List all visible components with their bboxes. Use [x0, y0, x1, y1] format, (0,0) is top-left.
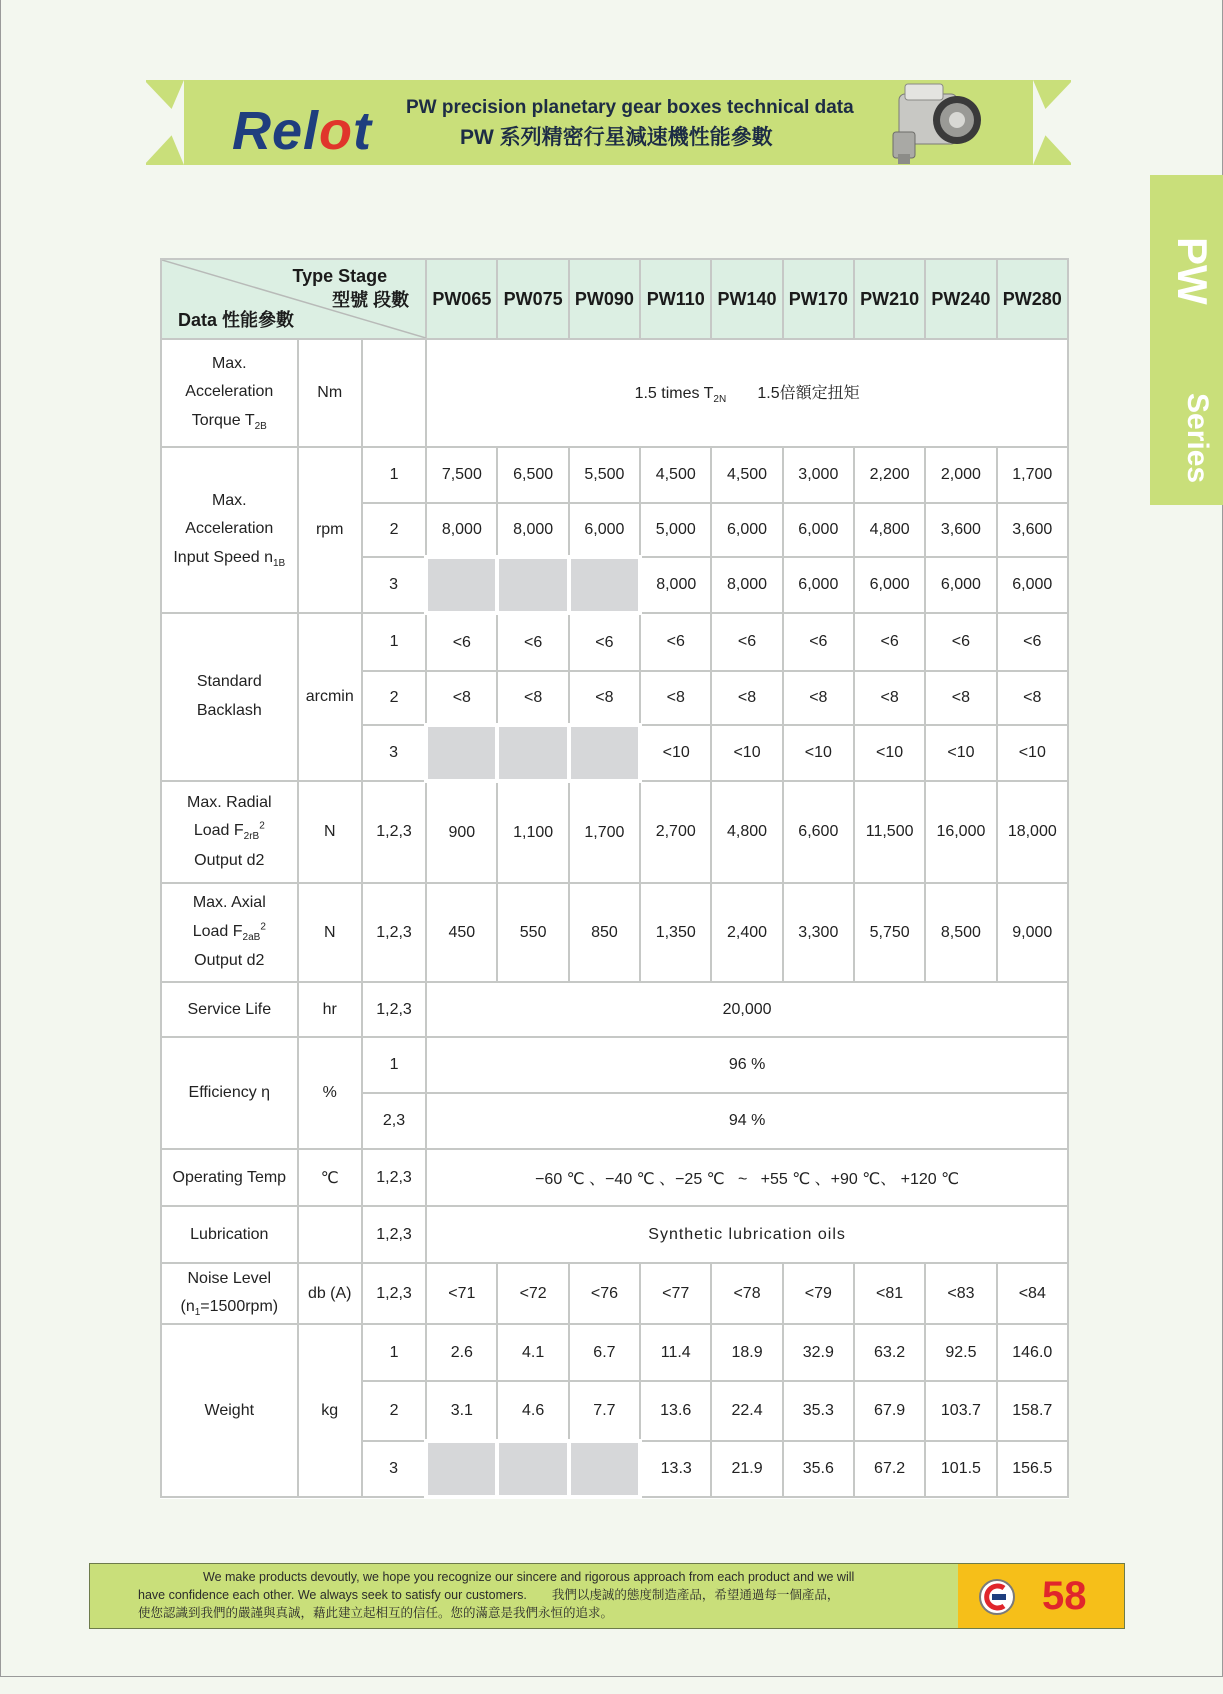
value-cell: <10 — [997, 725, 1068, 781]
empty-cell — [569, 1441, 640, 1497]
value-cell: <8 — [783, 671, 854, 725]
service-life-value: 20,000 — [426, 982, 1068, 1037]
param-text: Acceleration — [185, 520, 274, 538]
stage-cell: 1,2,3 — [362, 1206, 426, 1263]
table-row-operating-temp — [161, 1149, 1068, 1206]
value-cell: 6,000 — [783, 503, 854, 557]
value-cell: <6 — [426, 613, 497, 671]
param-text: Max. Radial — [187, 793, 272, 811]
value-cell: 4,500 — [640, 447, 711, 503]
value-cell: 4.6 — [497, 1381, 568, 1441]
param-superscript: 2 — [259, 821, 265, 833]
model-header: PW140 — [711, 259, 782, 339]
empty-cell — [426, 1441, 497, 1497]
value-cell: <72 — [497, 1263, 568, 1324]
efficiency-value: 96 % — [426, 1037, 1068, 1093]
footer-text — [138, 1568, 998, 1622]
value-cell: 1,350 — [640, 883, 711, 982]
value-cell: 146.0 — [997, 1324, 1068, 1381]
value-cell: <8 — [640, 671, 711, 725]
value-cell: 4,800 — [711, 781, 782, 883]
param-name-lubrication: Lubrication — [161, 1206, 298, 1263]
value-cell: <8 — [925, 671, 996, 725]
torque-value-zh: 1.5倍額定扭矩 — [757, 385, 860, 403]
param-text: Torque T — [191, 412, 255, 430]
value-cell: <10 — [711, 725, 782, 781]
stage-cell — [362, 339, 426, 447]
value-cell: 16,000 — [925, 781, 996, 883]
value-cell: 4.1 — [497, 1324, 568, 1381]
value-cell: 450 — [426, 883, 497, 982]
param-text: Output d2 — [194, 952, 265, 970]
value-cell: 2,400 — [711, 883, 782, 982]
unit-cell: kg — [298, 1324, 362, 1497]
value-cell: 13.3 — [640, 1441, 711, 1497]
banner-title-zh: PW 系列精密行星減速機性能參數 — [460, 126, 773, 149]
value-cell: 3,300 — [783, 883, 854, 982]
value-cell: 2.6 — [426, 1324, 497, 1381]
table-header-row — [161, 259, 1068, 339]
value-cell: 4,800 — [854, 503, 925, 557]
value-cell: <84 — [997, 1263, 1068, 1324]
stage-cell: 1,2,3 — [362, 1149, 426, 1206]
value-cell: <76 — [569, 1263, 640, 1324]
side-tab-pw: PW — [1169, 237, 1216, 305]
value-cell: <6 — [997, 613, 1068, 671]
lubrication-value: Synthetic lubrication oils — [426, 1206, 1068, 1263]
table-row-speed — [161, 447, 1068, 503]
value-cell: 11,500 — [854, 781, 925, 883]
value-cell: 5,750 — [854, 883, 925, 982]
value-cell: <79 — [783, 1263, 854, 1324]
unit-cell: % — [298, 1037, 362, 1149]
param-text: Backlash — [196, 702, 262, 719]
value-cell: 6,000 — [569, 503, 640, 557]
page-number-box — [958, 1564, 1124, 1628]
value-cell: <6 — [711, 613, 782, 671]
empty-cell — [569, 557, 640, 613]
value-cell: <6 — [640, 613, 711, 671]
stage-cell: 1,2,3 — [362, 781, 426, 883]
stage-cell: 2 — [362, 671, 426, 725]
value-cell: 21.9 — [711, 1441, 782, 1497]
value-cell: 8,000 — [497, 503, 568, 557]
value-cell: 6,000 — [854, 557, 925, 613]
param-text: (n — [180, 1298, 195, 1316]
param-text: Standard — [196, 673, 262, 691]
param-text: Input Speed n — [173, 549, 273, 567]
value-cell: 8,000 — [426, 503, 497, 557]
param-name-operating-temp: Operating Temp — [161, 1149, 298, 1206]
value-cell: <10 — [854, 725, 925, 781]
value-cell: 6,000 — [925, 557, 996, 613]
company-logo-icon — [978, 1578, 1016, 1616]
param-subscript: 2aB — [242, 932, 261, 944]
torque-value-subscript: 2N — [713, 394, 727, 406]
value-cell: 7.7 — [569, 1381, 640, 1441]
stage-cell: 3 — [362, 1441, 426, 1497]
gearbox-image — [885, 76, 985, 166]
param-name-efficiency: Efficiency η — [161, 1037, 298, 1149]
table-corner-cell — [161, 259, 426, 339]
model-header: PW065 — [426, 259, 497, 339]
table-row-backlash — [161, 613, 1068, 671]
corner-type-stage-en: Type Stage — [292, 266, 388, 286]
param-name-speed — [161, 447, 298, 613]
param-text: =1500rpm) — [200, 1298, 279, 1316]
spec-table — [160, 258, 1069, 1499]
corner-data-label: Data 性能參數 — [178, 310, 295, 330]
value-cell: 7,500 — [426, 447, 497, 503]
value-cell: 3.1 — [426, 1381, 497, 1441]
model-header: PW240 — [925, 259, 996, 339]
value-cell: 6,600 — [783, 781, 854, 883]
param-text: Max. — [211, 491, 247, 509]
table-row-weight — [161, 1324, 1068, 1381]
param-text: Output d2 — [194, 851, 265, 869]
unit-cell: N — [298, 883, 362, 982]
value-cell: 18,000 — [997, 781, 1068, 883]
stage-cell: 3 — [362, 725, 426, 781]
value-cell: <6 — [925, 613, 996, 671]
value-cell: <71 — [426, 1263, 497, 1324]
stage-cell: 1,2,3 — [362, 883, 426, 982]
stage-cell: 2 — [362, 1381, 426, 1441]
model-header: PW170 — [783, 259, 854, 339]
value-cell: 18.9 — [711, 1324, 782, 1381]
stage-cell: 2 — [362, 503, 426, 557]
value-cell: 8,000 — [711, 557, 782, 613]
value-cell: 6.7 — [569, 1324, 640, 1381]
value-cell: 6,000 — [783, 557, 854, 613]
stage-cell: 1 — [362, 1324, 426, 1381]
value-cell: <6 — [854, 613, 925, 671]
stage-cell: 1 — [362, 1037, 426, 1093]
param-superscript: 2 — [260, 921, 266, 933]
empty-cell — [497, 1441, 568, 1497]
unit-cell: hr — [298, 982, 362, 1037]
value-cell: <78 — [711, 1263, 782, 1324]
param-subscript: 1 — [194, 1307, 201, 1319]
table-row-lubrication — [161, 1206, 1068, 1263]
unit-cell — [298, 1206, 362, 1263]
value-cell: 67.2 — [854, 1441, 925, 1497]
value-cell: 11.4 — [640, 1324, 711, 1381]
value-cell: 550 — [497, 883, 568, 982]
value-cell: <8 — [497, 671, 568, 725]
banner-left-arrow-inner — [166, 80, 184, 165]
param-name-service-life: Service Life — [161, 982, 298, 1037]
value-cell: <83 — [925, 1263, 996, 1324]
value-cell: 2,200 — [854, 447, 925, 503]
value-cell: 6,000 — [711, 503, 782, 557]
footer-line-3: 使您認識到我們的嚴謹與真誠，藉此建立起相互的信任。您的滿意是我們永恒的追求。 — [138, 1606, 614, 1620]
efficiency-value: 94 % — [426, 1093, 1068, 1149]
param-name-torque — [161, 339, 298, 447]
param-text: Load F — [192, 922, 243, 940]
value-cell: 3,000 — [783, 447, 854, 503]
value-cell: 63.2 — [854, 1324, 925, 1381]
stage-cell: 1,2,3 — [362, 982, 426, 1037]
value-cell: 4,500 — [711, 447, 782, 503]
value-cell: <81 — [854, 1263, 925, 1324]
unit-cell: arcmin — [298, 613, 362, 781]
value-cell: 32.9 — [783, 1324, 854, 1381]
value-cell: <10 — [783, 725, 854, 781]
value-cell: <6 — [783, 613, 854, 671]
table-row-efficiency — [161, 1037, 1068, 1093]
model-header: PW210 — [854, 259, 925, 339]
stage-cell: 2,3 — [362, 1093, 426, 1149]
value-cell: 900 — [426, 781, 497, 883]
unit-cell: N — [298, 781, 362, 883]
value-cell: <8 — [997, 671, 1068, 725]
value-cell: <6 — [497, 613, 568, 671]
unit-cell: rpm — [298, 447, 362, 613]
value-cell: <10 — [925, 725, 996, 781]
param-text: Load F — [193, 822, 244, 840]
side-tab-series: Series — [1181, 393, 1214, 484]
footer-line-1: We make products devoutly, we hope you recognize our sincere and rigorous approach from each product and we will — [203, 1570, 855, 1584]
stage-cell: 1,2,3 — [362, 1263, 426, 1324]
value-cell: 92.5 — [925, 1324, 996, 1381]
value-cell: 103.7 — [925, 1381, 996, 1441]
value-cell: <8 — [426, 671, 497, 725]
stage-cell: 3 — [362, 557, 426, 613]
empty-cell — [497, 557, 568, 613]
empty-cell — [497, 725, 568, 781]
value-cell: 3,600 — [925, 503, 996, 557]
stage-cell: 1 — [362, 447, 426, 503]
empty-cell — [569, 725, 640, 781]
param-name-radial-load — [161, 781, 298, 883]
value-cell: 1,700 — [569, 781, 640, 883]
torque-value — [426, 339, 1068, 447]
value-cell: 35.6 — [783, 1441, 854, 1497]
param-text: Max. Axial — [192, 894, 266, 912]
table-row-noise-level — [161, 1263, 1068, 1324]
value-cell: 156.5 — [997, 1441, 1068, 1497]
table-row-radial-load — [161, 781, 1068, 883]
torque-value-en: 1.5 times T — [634, 385, 714, 403]
value-cell: 13.6 — [640, 1381, 711, 1441]
param-subscript: 1B — [273, 558, 286, 570]
value-cell: 5,500 — [569, 447, 640, 503]
value-cell: <6 — [569, 613, 640, 671]
value-cell: <77 — [640, 1263, 711, 1324]
model-header: PW075 — [497, 259, 568, 339]
table-row-service-life — [161, 982, 1068, 1037]
table-row-torque — [161, 339, 1068, 447]
empty-cell — [426, 725, 497, 781]
value-cell: <10 — [640, 725, 711, 781]
value-cell: 35.3 — [783, 1381, 854, 1441]
value-cell: 6,500 — [497, 447, 568, 503]
value-cell: 158.7 — [997, 1381, 1068, 1441]
value-cell: 1,700 — [997, 447, 1068, 503]
operating-temp-value: −60 ℃ 、−40 ℃ 、−25 ℃ ~ +55 ℃ 、+90 ℃、 +120 ℃ — [426, 1149, 1068, 1206]
value-cell: 5,000 — [640, 503, 711, 557]
param-subscript: 2rB — [243, 831, 260, 843]
param-text: Max. — [211, 354, 247, 372]
value-cell: 101.5 — [925, 1441, 996, 1497]
param-name-weight: Weight — [161, 1324, 298, 1497]
value-cell: 2,000 — [925, 447, 996, 503]
model-header: PW110 — [640, 259, 711, 339]
value-cell: <8 — [569, 671, 640, 725]
value-cell: 850 — [569, 883, 640, 982]
value-cell: 9,000 — [997, 883, 1068, 982]
stage-cell: 1 — [362, 613, 426, 671]
table-row-axial-load — [161, 883, 1068, 982]
unit-cell: ℃ — [298, 1149, 362, 1206]
footer-banner — [89, 1563, 1125, 1629]
value-cell: 6,000 — [997, 557, 1068, 613]
param-text: Acceleration — [185, 383, 274, 401]
footer-line-2: have confidence each other. We always seek to satisfy our customers. 我們以虔誠的態度制造產品，希望通過每一個產品， — [138, 1588, 840, 1602]
brand-logo: Relot — [232, 101, 373, 161]
value-cell: 67.9 — [854, 1381, 925, 1441]
unit-cell: Nm — [298, 339, 362, 447]
param-name-axial-load — [161, 883, 298, 982]
value-cell: <8 — [854, 671, 925, 725]
series-side-tab — [1150, 175, 1223, 505]
banner-title-en: PW precision planetary gear boxes technical data — [406, 97, 854, 118]
value-cell: 2,700 — [640, 781, 711, 883]
param-name-backlash — [161, 613, 298, 781]
value-cell: <8 — [711, 671, 782, 725]
corner-type-stage-zh: 型號 段數 — [332, 290, 410, 310]
param-subscript: 2B — [254, 421, 267, 433]
banner-right-arrow-inner — [1033, 80, 1051, 165]
value-cell: 3,600 — [997, 503, 1068, 557]
page-number: 58 — [1042, 1574, 1087, 1618]
model-header: PW280 — [997, 259, 1068, 339]
value-cell: 22.4 — [711, 1381, 782, 1441]
empty-cell — [426, 557, 497, 613]
param-text: Noise Level — [187, 1269, 272, 1287]
unit-cell: db (A) — [298, 1263, 362, 1324]
value-cell: 8,000 — [640, 557, 711, 613]
model-header: PW090 — [569, 259, 640, 339]
value-cell: 1,100 — [497, 781, 568, 883]
param-name-noise-level — [161, 1263, 298, 1324]
value-cell: 8,500 — [925, 883, 996, 982]
